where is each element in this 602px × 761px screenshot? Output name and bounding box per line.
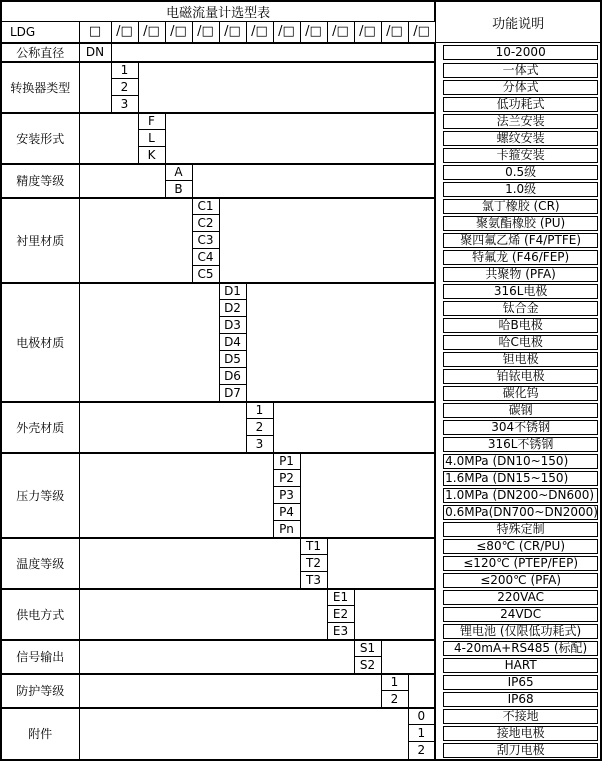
function-desc-box: 法兰安装 bbox=[443, 114, 598, 129]
code-cell: Pn bbox=[273, 521, 300, 538]
code-cell: P1 bbox=[273, 453, 300, 470]
spacer-cell bbox=[79, 283, 219, 402]
title-row bbox=[1, 1, 601, 22]
function-desc-box: 刮刀电极 bbox=[443, 743, 598, 758]
function-cell bbox=[435, 198, 601, 215]
code-cell: T2 bbox=[300, 555, 327, 572]
code-cell: C4 bbox=[192, 249, 219, 266]
code-cell: D6 bbox=[219, 368, 246, 385]
function-cell bbox=[435, 640, 601, 657]
function-desc-box: 1.0级 bbox=[443, 182, 598, 197]
code-cell: 3 bbox=[111, 96, 138, 113]
function-cell bbox=[435, 147, 601, 164]
category-label-diameter: 公称直径 bbox=[1, 43, 79, 62]
code-cell: T3 bbox=[300, 572, 327, 589]
category-label: 电极材质 bbox=[1, 283, 79, 402]
spacer-cell bbox=[138, 62, 435, 113]
function-desc-box: 共聚物 (PFA) bbox=[443, 267, 598, 282]
model-code-box: /□ bbox=[408, 22, 435, 43]
function-desc-box: 24VDC bbox=[443, 607, 598, 622]
spacer-cell bbox=[111, 43, 435, 62]
code-cell: E3 bbox=[327, 623, 354, 640]
code-cell: 2 bbox=[111, 79, 138, 96]
code-cell: D2 bbox=[219, 300, 246, 317]
model-code-box: /□ bbox=[273, 22, 300, 43]
function-cell bbox=[435, 589, 601, 606]
function-desc-box: 不接地 bbox=[443, 709, 598, 724]
function-desc-box: ≤120℃ (PTEP/FEP) bbox=[443, 556, 598, 571]
function-cell bbox=[435, 436, 601, 453]
model-code-box: /□ bbox=[138, 22, 165, 43]
code-cell: D7 bbox=[219, 385, 246, 402]
code-cell: 1 bbox=[408, 725, 435, 742]
spacer-cell bbox=[79, 402, 246, 453]
function-cell bbox=[435, 504, 601, 521]
spacer-cell bbox=[79, 589, 327, 640]
function-cell bbox=[435, 96, 601, 113]
code-cell: B bbox=[165, 181, 192, 198]
function-desc-box: 4-20mA+RS485 (标配) bbox=[443, 641, 598, 656]
category-label: 附件 bbox=[1, 708, 79, 760]
spacer-cell bbox=[79, 113, 138, 164]
model-code-box: /□ bbox=[219, 22, 246, 43]
code-cell: 2 bbox=[381, 691, 408, 708]
function-desc-box: 10-2000 bbox=[443, 45, 598, 60]
code-cell-dn: DN bbox=[79, 43, 111, 62]
spacer-cell bbox=[300, 453, 435, 538]
spacer-cell bbox=[79, 640, 354, 674]
function-cell bbox=[435, 317, 601, 334]
band-row bbox=[1, 198, 601, 215]
code-cell: C2 bbox=[192, 215, 219, 232]
category-label: 供电方式 bbox=[1, 589, 79, 640]
function-desc-box: ≤200℃ (PFA) bbox=[443, 573, 598, 588]
spacer-cell bbox=[165, 113, 435, 164]
function-desc-box: 碳化钨 bbox=[443, 386, 598, 401]
function-cell bbox=[435, 385, 601, 402]
function-cell bbox=[435, 215, 601, 232]
function-cell bbox=[435, 181, 601, 198]
function-desc-box: IP68 bbox=[443, 692, 598, 707]
spacer-cell bbox=[79, 538, 300, 589]
category-label: 衬里材质 bbox=[1, 198, 79, 283]
function-desc-box: 接地电极 bbox=[443, 726, 598, 741]
function-cell bbox=[435, 623, 601, 640]
function-cell bbox=[435, 742, 601, 760]
band-row bbox=[1, 164, 601, 181]
category-label: 外壳材质 bbox=[1, 402, 79, 453]
function-cell bbox=[435, 419, 601, 436]
function-cell bbox=[435, 79, 601, 96]
function-cell bbox=[435, 300, 601, 317]
code-cell: E2 bbox=[327, 606, 354, 623]
spacer-cell bbox=[79, 674, 381, 708]
code-cell: A bbox=[165, 164, 192, 181]
function-cell bbox=[435, 453, 601, 470]
band-row bbox=[1, 62, 601, 79]
function-cell bbox=[435, 368, 601, 385]
function-cell bbox=[435, 691, 601, 708]
function-desc-box: 氯丁橡胶 (CR) bbox=[443, 199, 598, 214]
code-cell: D5 bbox=[219, 351, 246, 368]
function-cell bbox=[435, 334, 601, 351]
function-desc-box: 分体式 bbox=[443, 80, 598, 95]
model-code-box: /□ bbox=[354, 22, 381, 43]
code-cell: 2 bbox=[408, 742, 435, 760]
code-cell: 1 bbox=[246, 402, 273, 419]
function-desc-box: 卡箍安装 bbox=[443, 148, 598, 163]
function-desc-box: 特氟龙 (F46/FEP) bbox=[443, 250, 598, 265]
spacer-cell bbox=[79, 62, 111, 113]
spacer-cell bbox=[381, 640, 435, 674]
function-cell bbox=[435, 657, 601, 674]
function-cell bbox=[435, 470, 601, 487]
spacer-cell bbox=[79, 198, 192, 283]
function-desc-box: HART bbox=[443, 658, 598, 673]
band-row bbox=[1, 708, 601, 725]
band-row bbox=[1, 402, 601, 419]
code-cell: P2 bbox=[273, 470, 300, 487]
code-cell: E1 bbox=[327, 589, 354, 606]
function-cell bbox=[435, 402, 601, 419]
function-cell bbox=[435, 572, 601, 589]
function-desc-box: 碳钢 bbox=[443, 403, 598, 418]
code-cell: T1 bbox=[300, 538, 327, 555]
function-cell bbox=[435, 283, 601, 300]
model-code-box: /□ bbox=[381, 22, 408, 43]
band-row bbox=[1, 283, 601, 300]
function-desc-box: 螺纹安装 bbox=[443, 131, 598, 146]
code-cell: 1 bbox=[111, 62, 138, 79]
function-cell bbox=[435, 674, 601, 691]
function-cell bbox=[435, 249, 601, 266]
model-prefix: LDG bbox=[1, 22, 79, 43]
model-code-box: /□ bbox=[111, 22, 138, 43]
band-row bbox=[1, 589, 601, 606]
function-cell bbox=[435, 232, 601, 249]
function-desc-box: 钽电极 bbox=[443, 352, 598, 367]
page-title: 电磁流量计选型表 bbox=[1, 1, 435, 22]
category-label: 精度等级 bbox=[1, 164, 79, 198]
category-label: 信号输出 bbox=[1, 640, 79, 674]
code-cell: K bbox=[138, 147, 165, 164]
spacer-cell bbox=[408, 674, 435, 708]
band-row bbox=[1, 674, 601, 691]
function-desc-box: ≤80℃ (CR/PU) bbox=[443, 539, 598, 554]
function-desc-box: 316L不锈钢 bbox=[443, 437, 598, 452]
model-code-box: /□ bbox=[246, 22, 273, 43]
spacer-cell bbox=[246, 283, 435, 402]
spacer-cell bbox=[192, 164, 435, 198]
code-cell: 1 bbox=[381, 674, 408, 691]
function-cell bbox=[435, 351, 601, 368]
category-label: 温度等级 bbox=[1, 538, 79, 589]
function-cell bbox=[435, 62, 601, 79]
model-code-box: /□ bbox=[165, 22, 192, 43]
spacer-cell bbox=[79, 708, 408, 760]
code-cell: F bbox=[138, 113, 165, 130]
function-cell bbox=[435, 725, 601, 742]
code-cell: P4 bbox=[273, 504, 300, 521]
function-desc-box: 0.6MPa(DN700~DN2000) bbox=[445, 504, 598, 519]
function-cell bbox=[435, 130, 601, 147]
spacer-cell bbox=[327, 538, 435, 589]
function-desc-box: 聚氨酯橡胶 (PU) bbox=[443, 216, 598, 231]
spacer-cell bbox=[354, 589, 435, 640]
code-cell: D1 bbox=[219, 283, 246, 300]
code-cell: 3 bbox=[246, 436, 273, 453]
code-cell: P3 bbox=[273, 487, 300, 504]
band-row bbox=[1, 453, 601, 470]
function-desc-box: 哈B电极 bbox=[443, 318, 598, 333]
function-desc-box: 304不锈钢 bbox=[443, 420, 598, 435]
function-cell bbox=[435, 266, 601, 283]
spacer-cell bbox=[79, 164, 165, 198]
function-desc-box: 低功耗式 bbox=[443, 97, 598, 112]
function-desc-box: 锂电池 (仅限低功耗式) bbox=[443, 624, 598, 639]
function-cell bbox=[435, 555, 601, 572]
code-cell: L bbox=[138, 130, 165, 147]
band-row bbox=[1, 113, 601, 130]
spacer-cell bbox=[273, 402, 435, 453]
function-desc-box: 铂铱电极 bbox=[443, 369, 598, 384]
category-label: 转换器类型 bbox=[1, 62, 79, 113]
code-cell: 2 bbox=[246, 419, 273, 436]
function-desc-box: IP65 bbox=[443, 675, 598, 690]
band-row bbox=[1, 538, 601, 555]
function-cell bbox=[435, 43, 601, 62]
function-desc-box: 聚四氟乙烯 (F4/PTFE) bbox=[443, 233, 598, 248]
code-cell: S1 bbox=[354, 640, 381, 657]
model-code-box: /□ bbox=[300, 22, 327, 43]
code-cell: D3 bbox=[219, 317, 246, 334]
function-desc-box: 1.6MPa (DN15~150) bbox=[443, 471, 598, 486]
category-label: 防护等级 bbox=[1, 674, 79, 708]
code-cell: D4 bbox=[219, 334, 246, 351]
spacer-cell bbox=[219, 198, 435, 283]
function-cell bbox=[435, 113, 601, 130]
model-code-box: /□ bbox=[192, 22, 219, 43]
category-label: 安装形式 bbox=[1, 113, 79, 164]
function-desc-box: 特殊定制 bbox=[443, 522, 598, 537]
band-row bbox=[1, 640, 601, 657]
function-cell bbox=[435, 487, 601, 504]
function-desc-box: 220VAC bbox=[443, 590, 598, 605]
function-desc-box: 0.5级 bbox=[443, 165, 598, 180]
function-cell bbox=[435, 606, 601, 623]
function-cell bbox=[435, 708, 601, 725]
function-desc-box: 钛合金 bbox=[443, 301, 598, 316]
function-column-header: 功能说明 bbox=[435, 1, 601, 43]
model-code-box: /□ bbox=[327, 22, 354, 43]
diameter-row bbox=[1, 43, 601, 62]
function-cell bbox=[435, 164, 601, 181]
function-cell bbox=[435, 538, 601, 555]
code-cell: C1 bbox=[192, 198, 219, 215]
model-code-box: □ bbox=[79, 22, 111, 43]
category-label: 压力等级 bbox=[1, 453, 79, 538]
function-desc-box: 316L电极 bbox=[443, 284, 598, 299]
code-cell: 0 bbox=[408, 708, 435, 725]
spacer-cell bbox=[79, 453, 273, 538]
code-cell: C3 bbox=[192, 232, 219, 249]
function-cell bbox=[435, 521, 601, 538]
code-cell: S2 bbox=[354, 657, 381, 674]
function-desc-box: 4.0MPa (DN10~150) bbox=[443, 454, 598, 469]
function-desc-box: 1.0MPa (DN200~DN600) bbox=[443, 488, 598, 503]
function-desc-box: 一体式 bbox=[443, 63, 598, 78]
function-desc-box: 哈C电极 bbox=[443, 335, 598, 350]
code-cell: C5 bbox=[192, 266, 219, 283]
